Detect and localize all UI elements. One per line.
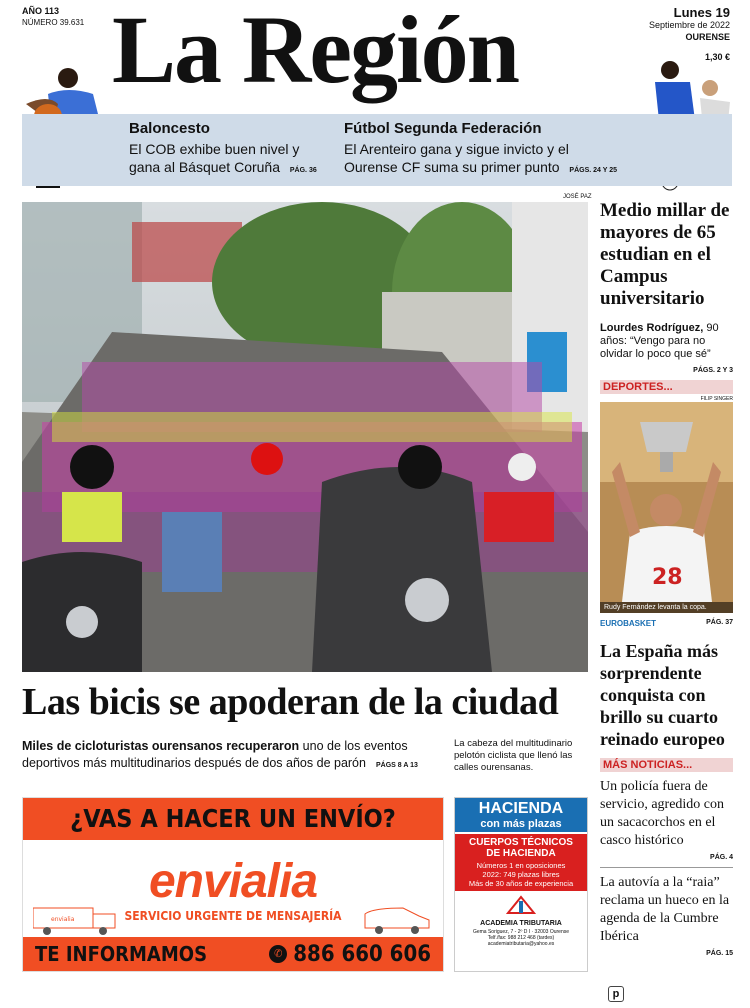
main-photo-cyclists[interactable] xyxy=(22,202,588,672)
sports-photo-credit: FILIP SINGER xyxy=(700,396,733,402)
ad2-phone: Telf./fax: 988 212 468 (tardes) xyxy=(487,935,555,941)
story3-page: PÁG. 4 xyxy=(710,854,733,861)
ad1-brand: envialia xyxy=(148,855,318,908)
story4-headline[interactable]: La autovía a la “raia” reclama un hueco en la agenda de la Cumbre Ibérica xyxy=(600,875,730,944)
teaser-basketball-title: Baloncesto xyxy=(129,120,210,137)
teaser-basketball-page: PÁG. 36 xyxy=(289,167,317,174)
ad2-academy xyxy=(455,895,587,947)
teaser-football[interactable] xyxy=(344,120,617,180)
cyclists-photo-illustration xyxy=(22,202,588,672)
year-label: AÑO 113 xyxy=(22,6,60,16)
story1-byline-bold: Lourdes Rodríguez, xyxy=(600,322,704,334)
mas-noticias-tag[interactable]: MÁS NOTICIAS... xyxy=(600,758,733,772)
lede-bold: Miles de cicloturistas ourensanos recuperaron xyxy=(22,739,300,753)
ad1-top: ¿VAS A HACER UN ENVÍO? xyxy=(23,798,443,840)
date-month: Septiembre de 2022 xyxy=(648,20,730,30)
newspaper-logo[interactable] xyxy=(112,0,518,105)
main-lede xyxy=(22,738,442,774)
story1-headline[interactable]: Medio millar de mayores de 65 estudian en el Campus universitario xyxy=(600,200,730,309)
academy-logo-icon xyxy=(506,895,536,915)
teaser-football-title: Fútbol Segunda Federación xyxy=(344,120,542,137)
ad1-phone[interactable]: 886 660 606 xyxy=(293,941,431,967)
eurobasket-tag[interactable]: EUROBASKET xyxy=(600,619,657,628)
ad2-sub1: CUERPOS TÉCNICOS xyxy=(469,837,573,848)
issue-number: NÚMERO 39.631 xyxy=(22,18,85,27)
delivery-van-icon xyxy=(363,906,433,936)
edition-city: OURENSE xyxy=(685,32,730,42)
teaser-football-page: PÁGS. 24 Y 25 xyxy=(569,167,618,174)
ad1-tagline: SERVICIO URGENTE DE MENSAJERÍA xyxy=(124,909,342,923)
sports-photo-caption: Rudy Fernández levanta la copa. xyxy=(600,602,733,613)
rudy-photo[interactable] xyxy=(600,402,733,613)
ad2-l2: 2022: 749 plazas libres xyxy=(482,870,560,879)
main-headline[interactable]: Las bicis se apoderan de la ciudad xyxy=(22,681,559,723)
teaser-basketball-line2: gana al Básquet Coruña xyxy=(129,159,280,175)
logo-text: La Región xyxy=(112,0,519,103)
ad1-bottom-bar xyxy=(23,937,443,971)
teaser-basketball[interactable] xyxy=(129,120,317,180)
teaser-basketball-line1: El COB exhibe buen nivel y xyxy=(129,141,300,157)
date-day: Lunes 19 xyxy=(673,5,730,20)
teaser-football-line1: El Arenteiro gana y sigue invicto y el xyxy=(344,141,569,157)
ad1-cta: TE INFORMAMOS xyxy=(35,942,208,966)
ad2-email: academiatributaria@yahoo.es xyxy=(487,941,555,947)
deportes-tag[interactable]: DEPORTES... xyxy=(600,380,733,394)
right-column xyxy=(600,200,733,957)
ad2-header xyxy=(455,798,587,832)
trophy-photo-illustration xyxy=(600,402,733,613)
lede-page: PÁGS 8 A 13 xyxy=(375,762,418,769)
whatsapp-icon: ✆ xyxy=(269,945,287,963)
lede-line2: deportivos más multitudinarios después de dos años de parón xyxy=(22,756,366,770)
price: 1,30 € xyxy=(704,52,730,62)
teaser-strip xyxy=(22,114,732,186)
svg-text:28: 28 xyxy=(652,565,683,590)
ad2-red-block xyxy=(455,834,587,891)
ad2-sub2: DE HACIENDA xyxy=(486,848,556,859)
photo-caption: La cabeza del multitudinario pelotón ciclista que llenó las calles ourensanas. xyxy=(454,738,573,773)
ad2-title2: con más plazas xyxy=(480,818,562,830)
story3-headline[interactable]: Un policía fuera de servicio, agredido con un sacacorchos en el casco histórico xyxy=(600,779,725,848)
story2-headline[interactable]: La España más sorprendente conquista con brillo su cuarto reinado europeo xyxy=(600,641,725,749)
ad2-academy-name: ACADEMIA TRIBUTARIA xyxy=(480,920,562,927)
story1-byline: 90 años: “Vengo para no olvidar lo poco que sé” xyxy=(600,322,719,360)
ad2-l3: Más de 30 años de experiencia xyxy=(468,879,574,888)
eurobasket-page: PÁG. 37 xyxy=(706,619,733,626)
lede-rest: uno de los eventos xyxy=(299,739,408,753)
story1-page: PÁGS. 2 Y 3 xyxy=(693,367,733,374)
truck-label: envialia xyxy=(51,916,75,923)
ad2-l1: Números 1 en oposiciones xyxy=(476,861,566,870)
ad2-title1: HACIENDA xyxy=(478,800,564,817)
story4-page: PÁG. 15 xyxy=(706,950,733,957)
page-flip-icon[interactable]: p xyxy=(608,986,624,1002)
hacienda-ad[interactable] xyxy=(454,797,588,972)
ad2-address: Gema Soriguez, 7 - 2º D I · 32003 Ourense xyxy=(472,929,570,935)
photo-credit: JOSÉ PAZ xyxy=(563,194,592,200)
envialia-ad[interactable] xyxy=(22,797,444,972)
teaser-football-line2: Ourense CF suma su primer punto xyxy=(344,159,560,175)
delivery-truck-icon xyxy=(33,906,119,936)
